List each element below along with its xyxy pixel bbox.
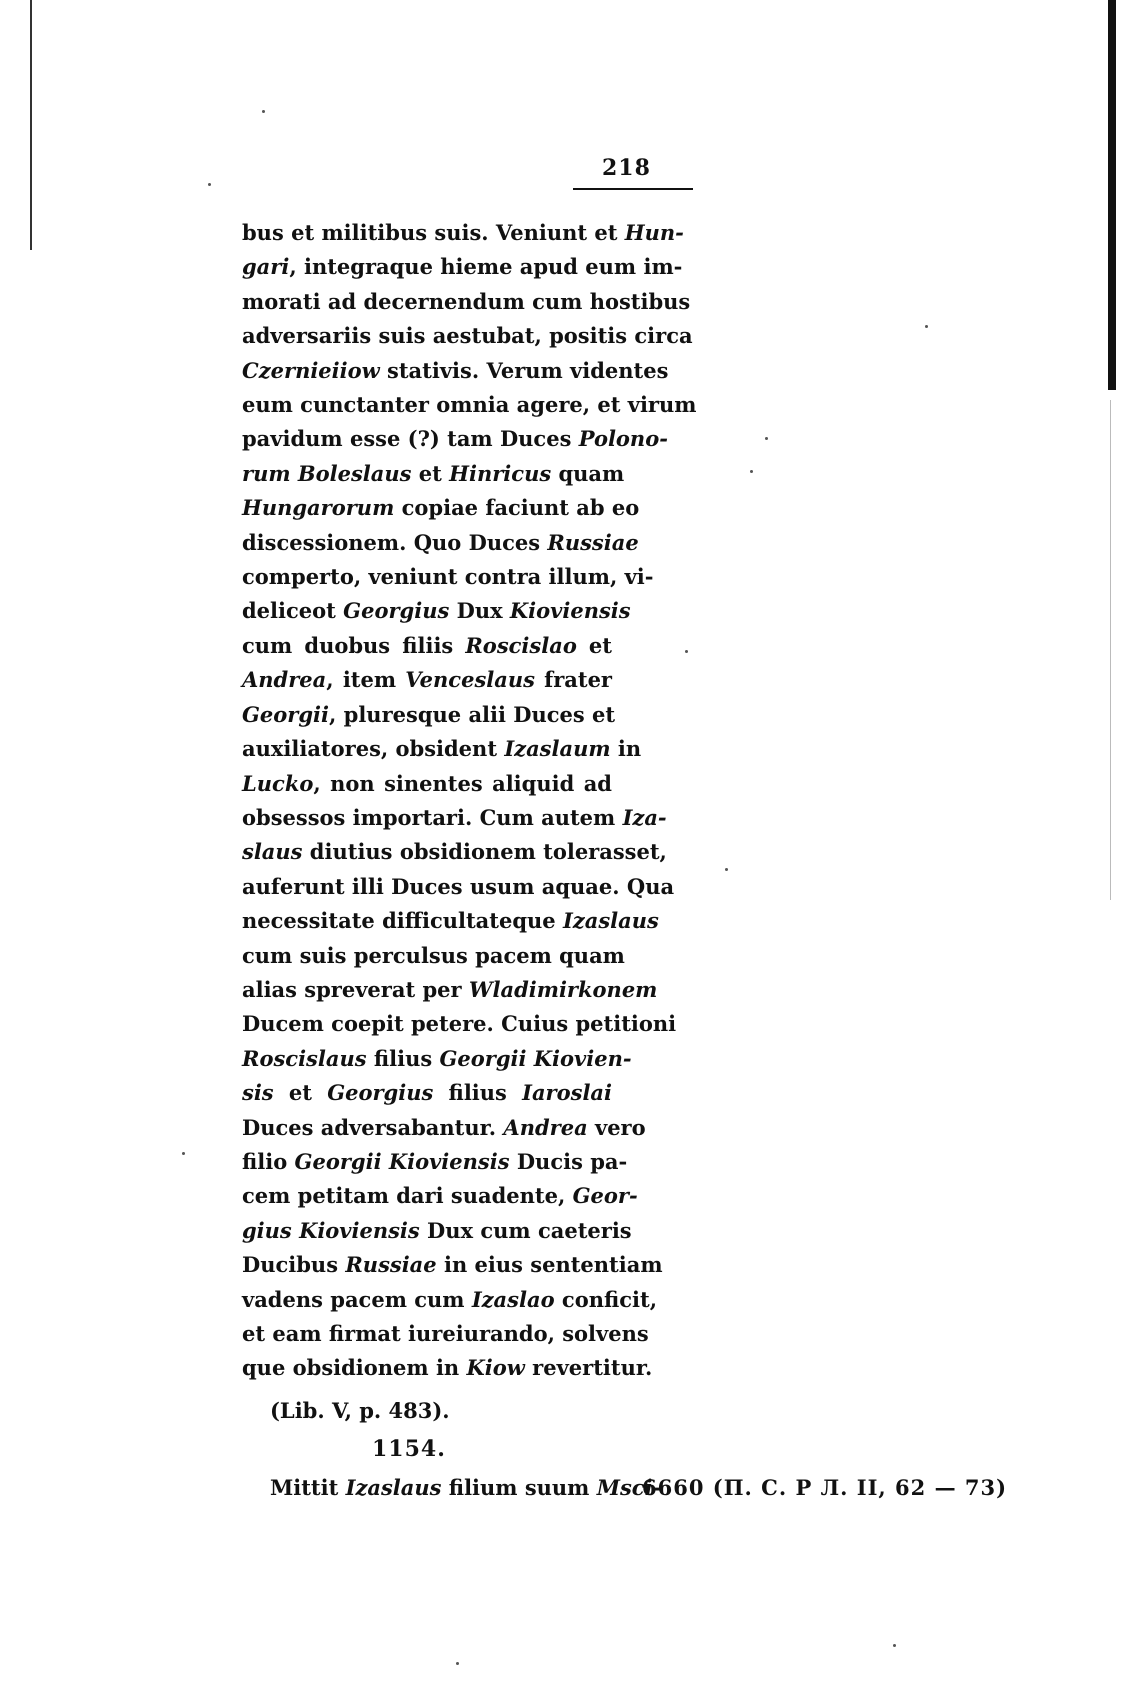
text-run: adversariis suis aestubat, positis circa [242, 323, 693, 349]
text-run: filio [242, 1148, 295, 1174]
italic-text: Msci- [596, 1475, 662, 1500]
speck [262, 110, 265, 113]
italic-text: Izaslaus [345, 1475, 442, 1500]
italic-text: Venceslaus [405, 667, 535, 693]
text-run: Dux cum caeteris [419, 1217, 632, 1243]
text-run: pavidum esse (?) tam Duces [242, 426, 579, 452]
speck [182, 1152, 185, 1155]
text-run: et [273, 1080, 328, 1106]
text-run: , integraque hieme apud eum im- [289, 254, 683, 280]
speck [893, 1644, 896, 1647]
text-line [242, 1283, 658, 1317]
italic-text: Izaslaum [504, 736, 611, 762]
text-line [242, 1007, 677, 1041]
text-line [242, 285, 691, 319]
text-line [242, 629, 612, 663]
text-run: Ducem coepit petere. Cuius petitioni [242, 1011, 677, 1037]
page-number: 218 [602, 155, 651, 181]
text-line [242, 491, 640, 525]
text-run: et eam firmat iureiurando, solvens [242, 1321, 649, 1346]
italic-text: Czernieiiow [242, 357, 380, 383]
text-run: Dux [449, 598, 510, 624]
text-line [242, 939, 625, 973]
text-run: Mittit [270, 1475, 346, 1500]
text-line [242, 698, 616, 732]
text-line [242, 594, 631, 628]
header-rule [573, 188, 693, 190]
text-line [242, 801, 667, 835]
main-text-column [242, 216, 697, 1386]
page-edge-right [1108, 0, 1116, 390]
text-run: Ducibus [242, 1252, 346, 1278]
text-line [242, 870, 675, 904]
italic-text: sis [242, 1080, 274, 1106]
text-line [242, 835, 667, 869]
italic-text: Georgii Kiovien- [439, 1045, 632, 1071]
text-run: auferunt illi Duces usum aquae. Qua [242, 873, 675, 899]
speck [725, 868, 728, 871]
text-run: in eius sententiam [436, 1252, 663, 1278]
text-run: stativis. Verum videntes [379, 357, 669, 383]
text-line [242, 250, 683, 284]
italic-text: rum Boleslaus [242, 460, 412, 486]
italic-text: Roscislao [465, 632, 577, 658]
italic-text: Iza- [622, 804, 667, 830]
side-note: 6660 (П. С. Р Л. II, 62 — 73) [642, 1475, 1008, 1500]
italic-text: Georgius [327, 1080, 434, 1106]
text-run: alias spreverat per [242, 976, 469, 1002]
text-run: in [610, 736, 642, 762]
text-line [242, 354, 669, 388]
italic-text: Roscislaus [242, 1045, 367, 1071]
text-run: Ducis pa- [509, 1148, 628, 1174]
text-run: filium suum [441, 1475, 597, 1500]
text-line [242, 1042, 632, 1076]
speck [456, 1662, 459, 1665]
italic-text: Andrea [503, 1114, 588, 1140]
text-run: cem petitam dari suadente, [242, 1183, 573, 1209]
text-run: cum duobus filiis [242, 632, 466, 658]
text-line [242, 767, 612, 801]
text-line [242, 1076, 612, 1110]
speck [925, 325, 928, 328]
italic-text: Izaslaus [562, 908, 659, 934]
text-line [242, 732, 642, 766]
text-run: que obsidionem in [242, 1355, 467, 1381]
text-line [242, 1145, 628, 1179]
text-run: , item [326, 667, 406, 693]
text-line [242, 526, 639, 560]
text-run: obsessos importari. Cum autem [242, 804, 623, 830]
text-run: revertitur. [524, 1355, 653, 1381]
italic-text: Georgii [242, 701, 330, 727]
text-line [242, 1179, 638, 1213]
text-run: comperto, veniunt contra illum, vi- [242, 564, 654, 590]
text-line [242, 560, 654, 594]
italic-text: Kiow [466, 1355, 525, 1381]
text-line [242, 1248, 663, 1282]
speck [750, 470, 753, 473]
italic-text: Polono- [578, 426, 668, 452]
speck [765, 437, 768, 440]
text-run: filius [433, 1080, 523, 1106]
italic-text: Hinricus [449, 460, 552, 486]
speck [685, 650, 688, 653]
text-run: eum cunctanter omnia agere, et virum [242, 392, 697, 418]
page-edge-left [30, 0, 32, 250]
text-run: cum suis perculsus pacem quam [242, 942, 625, 968]
text-run: et [411, 460, 450, 486]
text-run: copiae faciunt ab eo [394, 495, 640, 521]
italic-text: Hun- [624, 220, 684, 245]
italic-text: Georgii Kioviensis [294, 1148, 510, 1174]
italic-text: Russiae [345, 1252, 437, 1278]
italic-text: Lucko [242, 770, 314, 796]
text-run: et [576, 632, 612, 658]
text-line [242, 1214, 632, 1248]
italic-text: gius Kioviensis [242, 1217, 420, 1243]
text-run: , non sinentes aliquid ad [313, 770, 612, 796]
continuation-line [270, 1475, 661, 1500]
text-line [242, 319, 693, 353]
italic-text: slaus [242, 839, 303, 865]
text-line [242, 663, 612, 697]
text-run: auxiliatores, obsident [242, 736, 505, 762]
text-run: , pluresque alii Duces et [329, 701, 616, 727]
text-line [242, 422, 668, 456]
page-edge-right-thin [1110, 400, 1111, 900]
text-run: discessionem. Quo Duces [242, 529, 548, 555]
italic-text: Iaroslai [522, 1080, 613, 1106]
text-line [242, 1317, 649, 1351]
italic-text: Kioviensis [509, 598, 631, 624]
italic-text: Russiae [547, 529, 639, 555]
italic-text: Izaslao [471, 1286, 555, 1312]
text-line [242, 904, 659, 938]
text-run: bus et militibus suis. Veniunt et [242, 220, 625, 245]
text-run: frater [534, 667, 612, 693]
text-run: necessitate difficultateque [242, 908, 563, 934]
text-line [242, 973, 658, 1007]
italic-text: Hungarorum [242, 495, 395, 521]
text-run: quam [551, 460, 625, 486]
italic-text: Geor- [572, 1183, 638, 1209]
text-run: morati ad decernendum cum hostibus [242, 288, 691, 314]
text-run: vadens pacem cum [242, 1286, 472, 1312]
text-line [242, 1351, 653, 1385]
year-heading: 1154. [372, 1436, 446, 1462]
text-line [242, 1111, 646, 1145]
text-run: vero [587, 1114, 646, 1140]
italic-text: Andrea [242, 667, 327, 693]
italic-text: Georgius [343, 598, 450, 624]
text-run: filius [366, 1045, 440, 1071]
text-run: conficit, [554, 1286, 658, 1312]
text-run: deliceot [242, 598, 344, 624]
italic-text: Wladimirkonem [468, 976, 658, 1002]
text-line [242, 388, 697, 422]
speck [208, 183, 211, 186]
text-line [242, 216, 684, 250]
text-run: Duces adversabantur. [242, 1114, 504, 1140]
italic-text: gari [242, 254, 290, 280]
text-line [242, 457, 625, 491]
text-run: diutius obsidionem tolerasset, [302, 839, 667, 865]
citation: (Lib. V, p. 483). [270, 1398, 450, 1423]
